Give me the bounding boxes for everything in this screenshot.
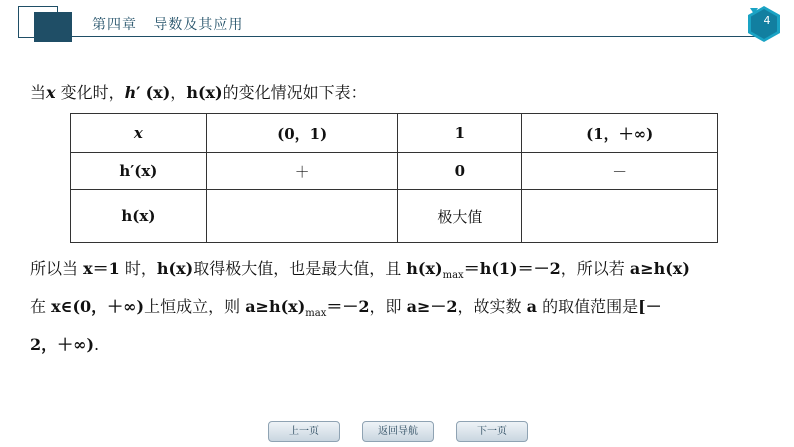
- header-divider: [72, 36, 758, 37]
- table-cell: [206, 190, 398, 243]
- chapter-label: 第四章: [92, 17, 137, 33]
- back-to-nav-button[interactable]: 返回导航: [362, 421, 434, 442]
- solution-line-1: 所以当 x＝1 时，h(x)取得极大值，也是最大值，且 $h(x)_{max}=h(1)=-2$，所以若 a≥h(x): [30, 259, 690, 282]
- header-decoration-block: [34, 12, 72, 42]
- slide-header: [0, 0, 794, 46]
- table-row: [71, 190, 718, 243]
- table-row: [71, 153, 718, 190]
- table-cell: 0: [398, 153, 522, 190]
- variation-table: [70, 113, 718, 243]
- table-cell: x: [71, 114, 207, 153]
- table-cell: ＋: [206, 153, 398, 190]
- chapter-name: 导数及其应用: [153, 17, 244, 33]
- page-number: 4: [763, 14, 771, 27]
- table-cell: (1，＋∞): [522, 114, 718, 153]
- table-cell: 1: [398, 114, 522, 153]
- chapter-title: [92, 14, 243, 34]
- table-cell: [522, 190, 718, 243]
- table-cell: h′(x): [71, 153, 207, 190]
- table-cell: 极大值: [398, 190, 522, 243]
- next-page-button[interactable]: 下一页: [456, 421, 528, 442]
- prev-page-button[interactable]: 上一页: [268, 421, 340, 442]
- table-cell: h(x): [71, 190, 207, 243]
- solution-line-2: 在 x∈(0，＋∞)上恒成立，则 $a\ge h(x)_{max}=-2$，即 a≥－2，故实数 a 的取值范围是[－: [30, 297, 662, 320]
- table-row: [71, 114, 718, 153]
- intro-text: 当x 变化时，h′ (x)，h(x)的变化情况如下表：: [30, 83, 367, 102]
- solution-line-3: 2，＋∞).: [30, 335, 100, 354]
- table-cell: (0，1): [206, 114, 398, 153]
- table-cell: －: [522, 153, 718, 190]
